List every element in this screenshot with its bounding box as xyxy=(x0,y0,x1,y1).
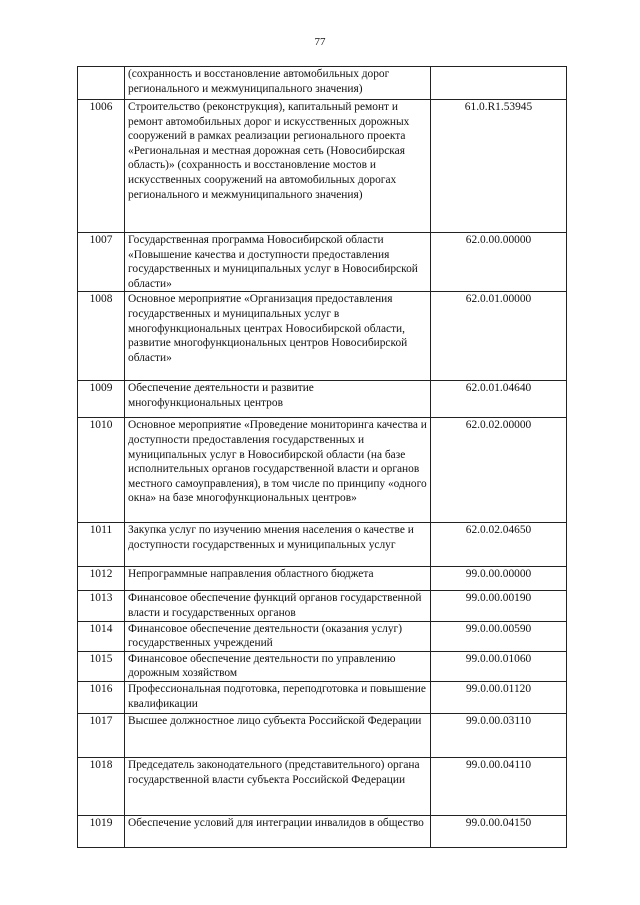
table-row xyxy=(78,292,567,381)
table-row xyxy=(78,523,567,567)
row-code-cell: 99.0.00.01060 xyxy=(431,651,567,681)
row-number-cell: 1015 xyxy=(78,651,125,681)
row-number-cell: 1012 xyxy=(78,567,125,591)
row-name-cell: Высшее должностное лицо субъекта Российской Федерации xyxy=(125,713,431,757)
row-code-cell: 99.0.00.00590 xyxy=(431,621,567,651)
row-code-cell xyxy=(431,67,567,100)
row-name-cell: Финансовое обеспечение функций органов государственной власти и государственных органов xyxy=(125,591,431,621)
row-name-cell: Строительство (реконструкция), капитальный ремонт и ремонт автомобильных дорог и искусственных дорожных сооружений в рамках реализации регионального проекта «Региональная и местная дорожная сеть (Новосибирская область)» (сохранность и восстановление мостов и искусственных сооружений на автомобильных дорогах регионального и межмуниципального значения) xyxy=(125,100,431,233)
row-name-cell: Государственная программа Новосибирской области «Повышение качества и доступности предоставления государственных и муниципальных услуг в Новосибирской области» xyxy=(125,233,431,292)
table-row xyxy=(78,713,567,757)
row-number-cell: 1008 xyxy=(78,292,125,381)
row-code-cell: 99.0.00.03110 xyxy=(431,713,567,757)
row-code-cell: 99.0.00.00190 xyxy=(431,591,567,621)
row-number-cell: 1007 xyxy=(78,233,125,292)
table-row xyxy=(78,567,567,591)
table-row xyxy=(78,621,567,651)
table-row xyxy=(78,418,567,523)
row-code-cell: 62.0.01.04640 xyxy=(431,381,567,418)
row-code-cell: 99.0.00.00000 xyxy=(431,567,567,591)
row-name-cell: Профессиональная подготовка, переподготовка и повышение квалификации xyxy=(125,681,431,713)
row-number-cell: 1018 xyxy=(78,757,125,815)
row-number-cell xyxy=(78,67,125,100)
row-code-cell: 99.0.00.04150 xyxy=(431,815,567,847)
row-number-cell: 1017 xyxy=(78,713,125,757)
row-code-cell: 62.0.02.04650 xyxy=(431,523,567,567)
row-number-cell: 1006 xyxy=(78,100,125,233)
row-number-cell: 1016 xyxy=(78,681,125,713)
table-row xyxy=(78,67,567,100)
table-row xyxy=(78,815,567,847)
row-name-cell: Обеспечение условий для интеграции инвалидов в общество xyxy=(125,815,431,847)
row-number-cell: 1010 xyxy=(78,418,125,523)
row-code-cell: 62.0.00.00000 xyxy=(431,233,567,292)
table-row xyxy=(78,591,567,621)
row-name-cell: Финансовое обеспечение деятельности по управлению дорожным хозяйством xyxy=(125,651,431,681)
row-code-cell: 99.0.00.04110 xyxy=(431,757,567,815)
table-row xyxy=(78,757,567,815)
row-name-cell: (сохранность и восстановление автомобильных дорог регионального и межмуниципального значения) xyxy=(125,67,431,100)
budget-classification-table xyxy=(77,66,567,848)
row-code-cell: 61.0.R1.53945 xyxy=(431,100,567,233)
row-name-cell: Финансовое обеспечение деятельности (оказания услуг) государственных учреждений xyxy=(125,621,431,651)
table-row xyxy=(78,381,567,418)
row-name-cell: Непрограммные направления областного бюджета xyxy=(125,567,431,591)
table-row xyxy=(78,681,567,713)
row-name-cell: Основное мероприятие «Проведение мониторинга качества и доступности предоставления государственных и муниципальных услуг в Новосибирской области (на базе исполнительных органов государственной власти и органов местного самоуправления), в том числе по принципу «одного окна» на базе многофункциональных центров» xyxy=(125,418,431,523)
table-row xyxy=(78,651,567,681)
row-name-cell: Председатель законодательного (представительного) органа государственной власти субъекта Российской Федерации xyxy=(125,757,431,815)
row-code-cell: 62.0.01.00000 xyxy=(431,292,567,381)
row-number-cell: 1019 xyxy=(78,815,125,847)
table-row xyxy=(78,100,567,233)
row-number-cell: 1013 xyxy=(78,591,125,621)
page-number: 77 xyxy=(314,36,326,48)
row-name-cell: Закупка услуг по изучению мнения населения о качестве и доступности государственных и муниципальных услуг xyxy=(125,523,431,567)
row-name-cell: Обеспечение деятельности и развитие многофункциональных центров xyxy=(125,381,431,418)
row-name-cell: Основное мероприятие «Организация предоставления государственных и муниципальных услуг в многофункциональных центрах Новосибирской области, развитие многофункциональных центров Новосибирской области» xyxy=(125,292,431,381)
row-code-cell: 99.0.00.01120 xyxy=(431,681,567,713)
row-number-cell: 1009 xyxy=(78,381,125,418)
table-row xyxy=(78,233,567,292)
row-number-cell: 1014 xyxy=(78,621,125,651)
row-code-cell: 62.0.02.00000 xyxy=(431,418,567,523)
row-number-cell: 1011 xyxy=(78,523,125,567)
